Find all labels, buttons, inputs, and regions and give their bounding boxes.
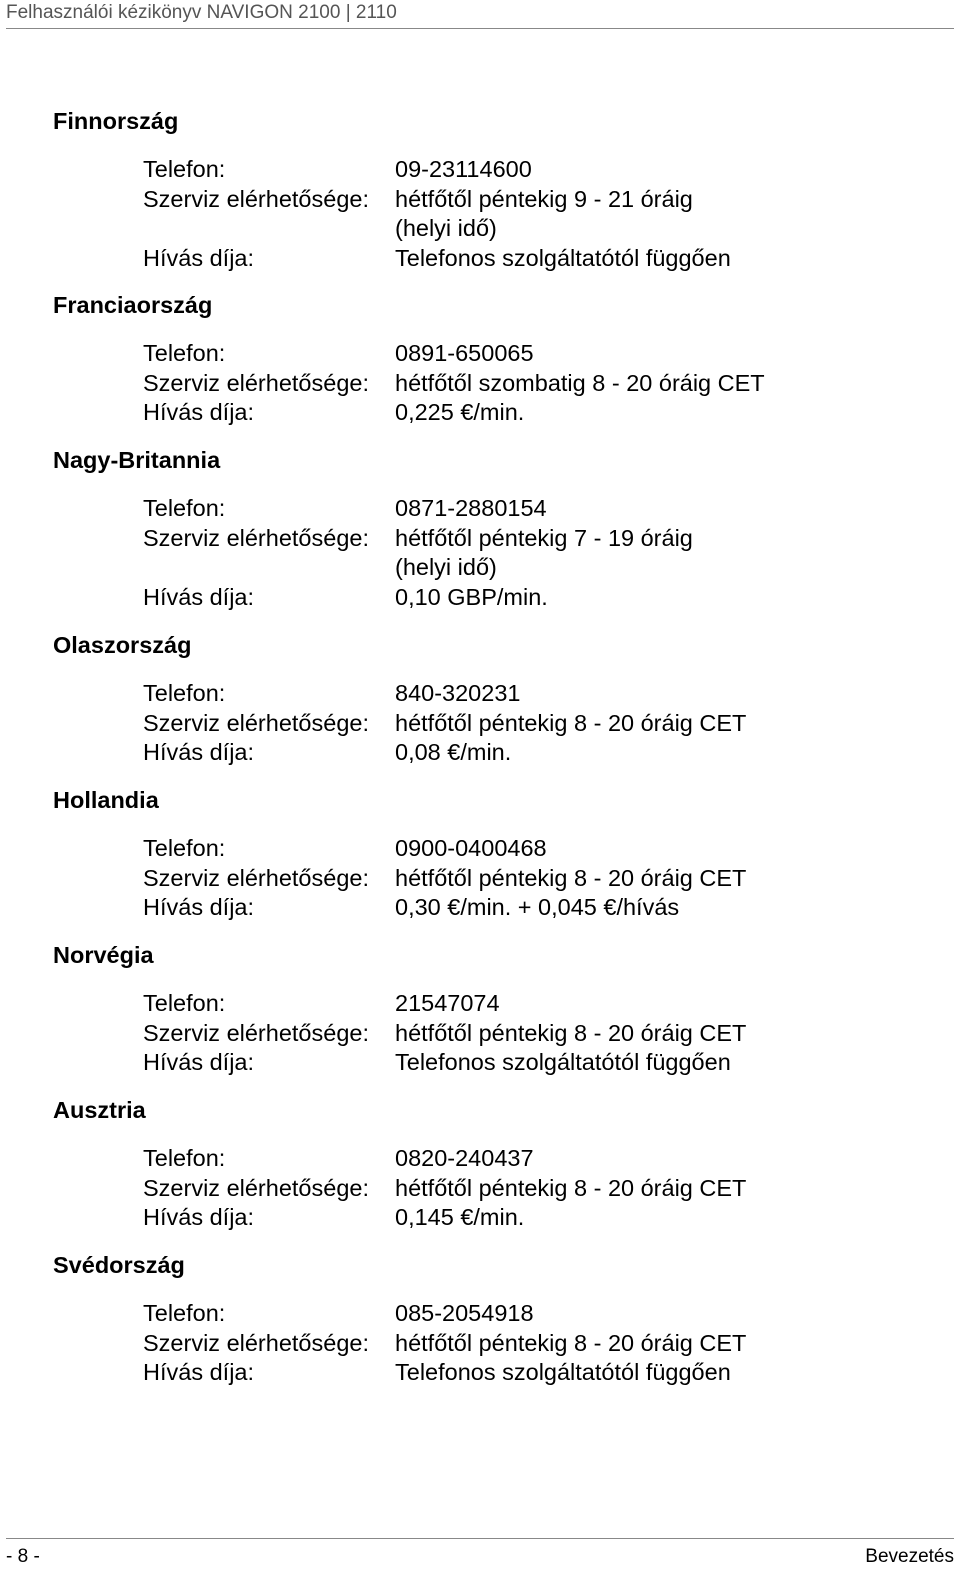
contact-value: Telefonos szolgáltatótól függően — [395, 1049, 731, 1075]
contact-value: 085-2054918 — [395, 1300, 534, 1326]
contact-value: hétfőtől péntekig 8 - 20 óráig CET — [395, 709, 747, 736]
footer-divider — [6, 1538, 954, 1539]
country-heading: Nagy-Britannia — [53, 447, 221, 473]
contact-label: Szerviz elérhetősége: — [143, 1329, 369, 1356]
contact-value: 840-320231 — [395, 680, 521, 706]
contact-label: Hívás díja: — [143, 739, 255, 765]
document-title: Felhasználói kézikönyv NAVIGON 2100 | 2110 — [6, 2, 397, 23]
country-heading: Ausztria — [53, 1097, 146, 1123]
contact-label: Telefon: — [143, 340, 226, 366]
contact-value: hétfőtől péntekig 8 - 20 óráig CET — [395, 864, 747, 891]
contact-value: 0891-650065 — [395, 340, 534, 366]
contact-label: Telefon: — [143, 990, 226, 1016]
contact-value: 0900-0400468 — [395, 835, 547, 861]
country-heading: Finnország — [53, 108, 179, 134]
contact-value: hétfőtől péntekig 7 - 19 óráig — [395, 524, 693, 551]
contact-label: Szerviz elérhetősége: — [143, 864, 369, 891]
contact-value: hétfőtől péntekig 8 - 20 óráig CET — [395, 1174, 747, 1201]
contact-value: (helyi idő) — [395, 215, 497, 241]
contact-value: hétfőtől péntekig 8 - 20 óráig CET — [395, 1329, 747, 1356]
contact-label: Hívás díja: — [143, 1049, 255, 1075]
page-header — [6, 0, 954, 30]
page-footer — [6, 1538, 954, 1571]
country-heading: Svédország — [53, 1252, 185, 1278]
contact-value: Telefonos szolgáltatótól függően — [395, 244, 731, 271]
contact-value: hétfőtől péntekig 9 - 21 óráig — [395, 185, 693, 212]
contact-label: Szerviz elérhetősége: — [143, 369, 369, 396]
contact-value: 0,30 €/min. + 0,045 €/hívás — [395, 894, 680, 920]
country-heading: Norvégia — [53, 942, 154, 968]
contact-value: 09-23114600 — [395, 156, 532, 182]
contact-label: Szerviz elérhetősége: — [143, 1019, 369, 1046]
contact-value: 0871-2880154 — [395, 495, 547, 521]
contact-label: Szerviz elérhetősége: — [143, 709, 369, 736]
contact-value: 21547074 — [395, 990, 500, 1016]
contact-label: Telefon: — [143, 156, 226, 182]
contact-label: Telefon: — [143, 680, 226, 706]
country-heading: Franciaország — [53, 292, 213, 318]
contact-label: Telefon: — [143, 1300, 226, 1326]
contact-label: Telefon: — [143, 1145, 226, 1171]
contact-label: Szerviz elérhetősége: — [143, 524, 369, 551]
contact-label: Hívás díja: — [143, 399, 255, 425]
contact-value: 0820-240437 — [395, 1145, 534, 1171]
section-name: Bevezetés — [865, 1546, 954, 1567]
contact-label: Hívás díja: — [143, 894, 255, 920]
country-heading: Hollandia — [53, 787, 159, 813]
contact-value: (helyi idő) — [395, 554, 497, 580]
header-divider — [6, 28, 954, 29]
contact-value: Telefonos szolgáltatótól függően — [395, 1359, 731, 1385]
contact-value: 0,225 €/min. — [395, 399, 525, 425]
page-number: - 8 - — [6, 1546, 40, 1567]
contact-label: Szerviz elérhetősége: — [143, 185, 369, 212]
contact-value: 0,10 GBP/min. — [395, 583, 548, 610]
contact-value: 0,145 €/min. — [395, 1204, 525, 1230]
contact-label: Szerviz elérhetősége: — [143, 1174, 369, 1201]
contact-value: hétfőtől péntekig 8 - 20 óráig CET — [395, 1019, 747, 1046]
contact-label: Telefon: — [143, 835, 226, 861]
contact-label: Hívás díja: — [143, 583, 255, 610]
contact-label: Hívás díja: — [143, 1204, 255, 1230]
contact-label: Telefon: — [143, 495, 226, 521]
contact-value: 0,08 €/min. — [395, 739, 512, 765]
contact-label: Hívás díja: — [143, 244, 255, 271]
country-heading: Olaszország — [53, 632, 192, 658]
contact-label: Hívás díja: — [143, 1359, 255, 1385]
contact-value: hétfőtől szombatig 8 - 20 óráig CET — [395, 369, 765, 396]
